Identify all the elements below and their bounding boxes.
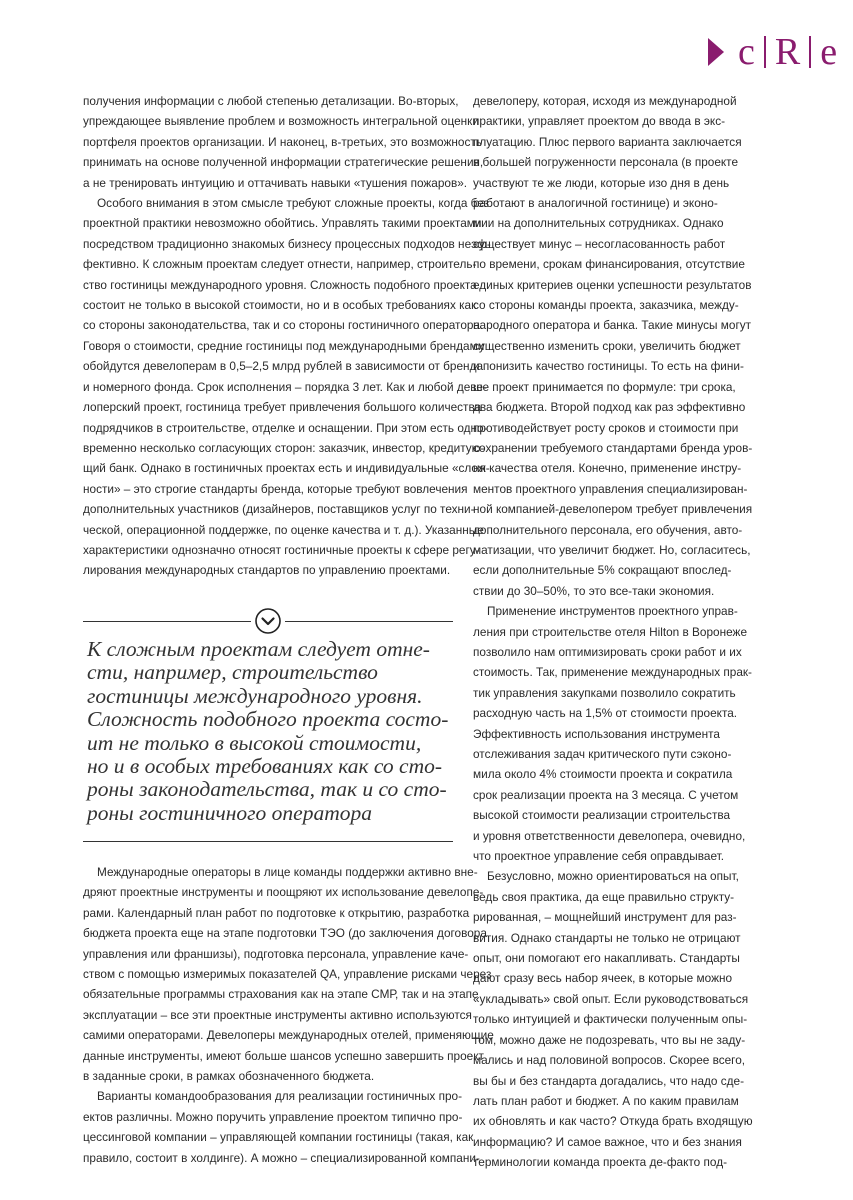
text-line: терминологии команда проекта де-факто под- <box>473 1155 728 1170</box>
text-line: тик управления закупками позволило сократить <box>473 685 736 700</box>
text-line: вы бы и без стандарта догадались, что надо сде- <box>473 1073 745 1088</box>
text-line: ления при строительстве отеля Hilton в Воронеже <box>473 624 748 639</box>
text-line: «укладывать» свой опыт. Если руководствоваться <box>473 991 749 1006</box>
text-line: в большей погруженности персонала (в проекте <box>473 155 739 170</box>
text-line: опыт, они помогают его накапливать. Стандарты <box>473 951 740 966</box>
logo-divider <box>809 36 811 68</box>
text-line: Применение инструментов проектного управ- <box>487 604 738 619</box>
text-line: упреждающее выявление проблем и возможность интегральной оценки <box>83 114 479 129</box>
logo-letter-r: R <box>774 31 801 73</box>
text-line: подрядчиков в строительстве, отделке и оснащении. При этом есть одно- <box>83 420 488 435</box>
left-column-bottom <box>83 862 494 1168</box>
text-line: самими операторами. Девелоперы международных отелей, применяющие <box>83 1028 494 1043</box>
text-line: ством с помощью измеримых показателей QA, управление рисками через <box>83 967 492 982</box>
text-line: рами. Календарный план работ по подготовке к открытию, разработка <box>83 905 470 920</box>
play-triangle-icon <box>708 38 724 66</box>
text-line: лоперский проект, гостиница требует привлечения большого количества <box>83 400 482 415</box>
quote-line: К сложным проектам следует отне- <box>87 637 430 661</box>
text-line: бюджета проекта еще на этапе подготовки ТЭО (до заключения договора <box>83 926 487 941</box>
text-line: щий банк. Однако в гостиничных проектах есть и индивидуальные «слож- <box>83 461 490 476</box>
chevron-down-circle-icon <box>253 606 283 636</box>
text-line: высокой стоимости реализации строительства <box>473 808 731 823</box>
logo-letter-c: c <box>738 31 755 73</box>
text-line: ня качества отеля. Конечно, применение инстру- <box>473 461 742 476</box>
text-line: только интуицией и фактически полученным опы- <box>473 1012 748 1027</box>
pull-quote <box>83 604 453 842</box>
text-line: фективно. К сложным проектам следует отнести, например, строитель- <box>83 257 477 272</box>
quote-line: роны гостиничного оператора <box>87 800 372 825</box>
text-line: мила около 4% стоимости проекта и сократила <box>473 767 733 782</box>
text-line: временно несколько согласующих сторон: заказчик, инвестор, кредитую- <box>83 440 485 455</box>
text-line: ментов проектного управления специализирован- <box>473 481 748 496</box>
paragraph <box>83 862 494 1086</box>
text-line: противодействует росту сроков и стоимости при <box>473 420 739 435</box>
text-line: существенно изменить сроки, увеличить бюджет <box>473 338 741 353</box>
text-line: девелоперу, которая, исходя из международной <box>473 94 737 108</box>
text-line: по времени, срокам финансирования, отсутствие <box>473 257 745 272</box>
text-line: состоит не только в высокой стоимости, но и в особых требованиях как <box>83 298 477 313</box>
text-line: стоимость. Так, применение международных прак- <box>473 665 752 680</box>
text-line: Говоря о стоимости, средние гостиницы под международными брендами <box>83 338 485 353</box>
text-line: информацию? И самое важное, что и без знания <box>473 1134 742 1149</box>
text-line: данные инструменты, имеют больше шансов успешно завершить проект <box>83 1048 484 1063</box>
paragraph <box>473 91 753 601</box>
pull-quote-text <box>83 638 453 825</box>
text-line: получения информации с любой степенью детализации. Во-вторых, <box>83 94 459 108</box>
text-line: ектов различны. Можно поручить управление проектом типично про- <box>83 1109 463 1124</box>
logo-letter-e: e <box>820 31 838 73</box>
text-line: их обновлять и как часто? Откуда брать входящую <box>473 1114 753 1129</box>
paragraph <box>83 1086 480 1168</box>
text-line: Международные операторы в лице команды поддержки активно вне- <box>97 865 478 879</box>
text-line: обязательные программы страхования как на этапе СМР, так и на этапе <box>83 987 479 1002</box>
text-line: Особого внимания в этом смысле требуют сложные проекты, когда без <box>97 196 490 211</box>
text-line: а не тренировать интуицию и оттачивать навыки «тушения пожаров». <box>83 175 468 190</box>
text-line: ности» – это строгие стандарты бренда, которые требуют вовлечения <box>83 481 468 496</box>
text-line: дряют проектные инструменты и поощряют их использование девелопе- <box>83 885 484 900</box>
text-line: что проектное управление себя оправдывает. <box>473 849 725 864</box>
text-line: принимать на основе полученной информации стратегические решения, <box>83 155 484 170</box>
text-line: плуатацию. Плюс первого варианта заключается <box>473 134 742 149</box>
paragraph <box>473 601 752 866</box>
quote-line: сти, например, строительство <box>87 660 378 685</box>
magazine-logo <box>708 26 853 78</box>
text-line: со стороны команды проекта, заказчика, между- <box>473 298 739 313</box>
text-line: посредством традиционно знакомых бизнесу процессных подходов неэф- <box>83 236 491 251</box>
text-line: дополнительных участников (дизайнеров, поставщиков услуг по техни- <box>83 502 475 517</box>
text-line: существует минус – несогласованность работ <box>473 236 726 251</box>
text-line: ствии до 30–50%, то это все-таки экономия. <box>473 583 715 598</box>
text-line: мались и над половиной вопросов. Скорее всего, <box>473 1053 746 1068</box>
text-line: практики, управляет проектом до ввода в экс- <box>473 114 726 129</box>
text-line: правило, состоит в холдинге). А можно – специализированной компани- <box>83 1150 480 1165</box>
quote-line: гостиницы международного уровня. <box>87 683 423 708</box>
text-line: если дополнительные 5% сокращают впослед- <box>473 563 732 578</box>
text-line: Безусловно, можно ориентироваться на опыт, <box>487 869 739 884</box>
pull-quote-bottom-rule <box>83 841 453 842</box>
text-line: Эффективность использования инструмента <box>473 726 720 741</box>
text-line: и понизить качество гостиницы. То есть на фини- <box>473 359 744 374</box>
text-line: Варианты командообразования для реализации гостиничных про- <box>97 1089 463 1104</box>
text-line: работают в аналогичной гостинице) и эконо- <box>473 196 718 211</box>
text-line: народного оператора и банка. Такие минусы могут <box>473 318 752 333</box>
left-column-top <box>83 91 491 581</box>
text-line: характеристики однозначно относят гостиничные проекты к сфере регу- <box>83 542 480 557</box>
text-line: том, можно даже не подозревать, что вы не заду- <box>473 1032 746 1047</box>
paragraph <box>83 91 484 193</box>
paragraph <box>473 866 753 1172</box>
text-line: управления или франшизы), подготовка персонала, управление каче- <box>83 946 469 961</box>
text-line: эксплуатации – все эти проектные инструменты активно используются <box>83 1007 472 1022</box>
text-line: позволило нам оптимизировать сроки работ и их <box>473 644 742 659</box>
text-line: проектной практики невозможно обойтись. Управлять такими проектами <box>83 216 482 231</box>
text-line: единых критериев оценки успешности результатов <box>473 277 752 292</box>
text-line: ческой, операционной поддержке, по оценке качества и т. д.). Указанные <box>83 522 484 537</box>
text-line: в заданные сроки, в рамках обозначенного бюджета. <box>83 1069 375 1084</box>
text-line: участвуют те же люди, которые изо дня в день <box>473 175 730 190</box>
quote-line: ит не только в высокой стоимости, <box>87 730 422 755</box>
quote-line: Сложность подобного проекта состо- <box>87 707 449 732</box>
text-line: вития. Однако стандарты не только не отрицают <box>473 930 741 945</box>
text-line: мии на дополнительных сотрудниках. Однако <box>473 216 724 231</box>
text-line: отслеживания задач критического пути сэконо- <box>473 747 732 761</box>
logo-divider <box>764 36 766 68</box>
text-line: ше проект принимается по формуле: три срока, <box>473 379 736 394</box>
text-line: ство гостиницы международного уровня. Сложность подобного проекта <box>83 277 477 292</box>
right-column <box>473 91 753 1173</box>
text-line: обойдутся девелоперам в 0,5–2,5 млрд рублей в зависимости от бренда <box>83 359 484 374</box>
text-line: и уровня ответственности девелопера, очевидно, <box>473 828 746 843</box>
text-line: матизации, что увеличит бюджет. Но, согласитесь, <box>473 542 751 557</box>
text-line: лать план работ и бюджет. А по каким правилам <box>473 1093 739 1108</box>
text-line: рированная, – мощнейший инструмент для раз- <box>473 910 737 925</box>
text-line: ведь своя практика, да еще правильно структу- <box>473 889 735 904</box>
quote-line: но и в особых требованиях как со сто- <box>87 754 443 779</box>
text-line: и номерного фонда. Срок исполнения – порядка 3 лет. Как и любой деве- <box>83 379 487 394</box>
pull-quote-top-rule <box>83 604 453 638</box>
text-line: портфеля проектов организации. И наконец, в-третьих, это возможность <box>83 134 482 149</box>
text-line: лирования международных стандартов по управлению проектами. <box>83 563 451 578</box>
text-line: два бюджета. Второй подход как раз эффективно <box>473 400 746 415</box>
text-line: ной компанией-девелопером требует привлечения <box>473 502 753 517</box>
paragraph <box>83 193 491 581</box>
text-line: дополнительного персонала, его обучения, авто- <box>473 522 743 537</box>
text-line: со стороны законодательства, так и со стороны гостиничного оператора. <box>83 318 484 333</box>
text-line: расходную часть на 1,5% от стоимости проекта. <box>473 706 738 721</box>
text-line: срок реализации проекта на 3 месяца. С учетом <box>473 787 739 802</box>
text-line: сохранении требуемого стандартами бренда уров- <box>473 440 753 455</box>
quote-line: роны законодательства, так и со сто- <box>87 777 447 802</box>
text-line: цессинговой компании – управляющей компании гостиницы (такая, как <box>83 1130 474 1145</box>
text-line: дают сразу весь набор ячеек, в которые можно <box>473 971 733 986</box>
